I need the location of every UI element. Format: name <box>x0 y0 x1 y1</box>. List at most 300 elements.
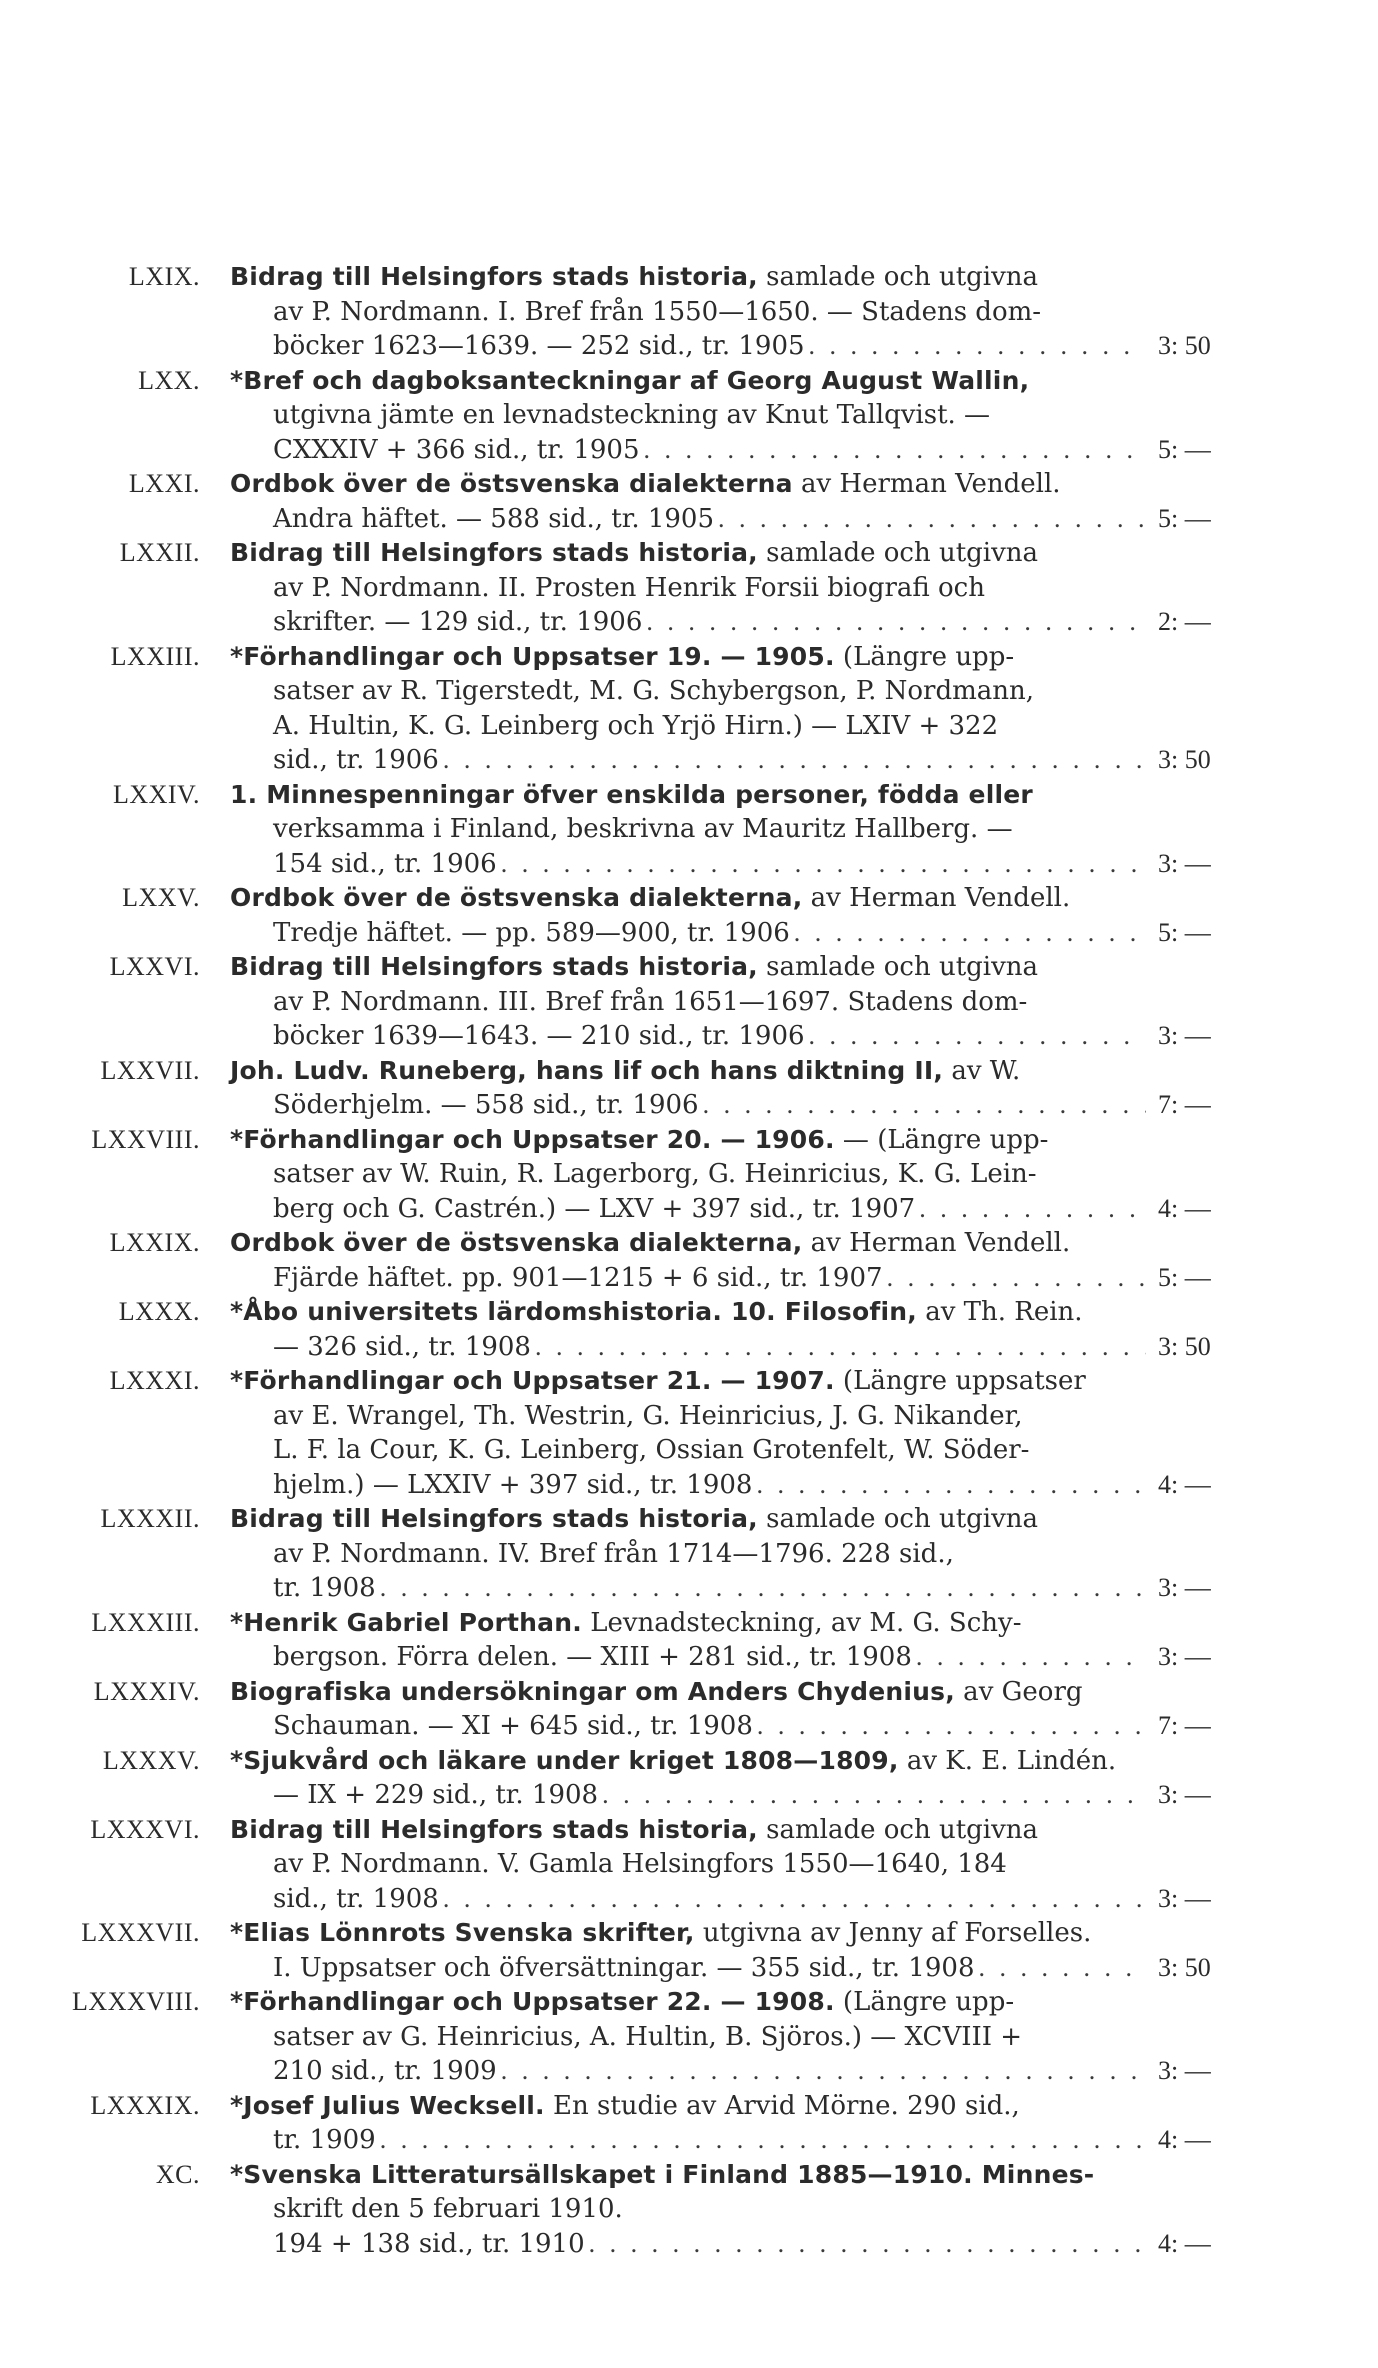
entry-price: 3: 50 <box>1158 1952 1211 1982</box>
entry-detail: Schauman. — XI + 645 sid., tr. 1908 <box>273 1711 753 1741</box>
entry-line <box>230 1778 1248 1813</box>
entry-line <box>230 1847 1248 1882</box>
entry-line <box>230 1813 1248 1848</box>
entry-title: Bidrag till Helsingfors stads historia, <box>230 952 758 981</box>
entry-line <box>230 1951 1248 1986</box>
entry-line-text <box>273 1468 752 1503</box>
entry-price: 4: — <box>1158 1469 1211 1499</box>
entry-detail: hjelm.) — LXXIV + 397 sid., tr. 1908 <box>273 1469 753 1500</box>
entry-line <box>230 398 1248 433</box>
entry-title: Bidrag till Helsingfors stads historia, <box>230 538 758 567</box>
entry-title: *Josef Julius Wecksell. <box>230 2090 545 2120</box>
entry-title-tail: — (Längre upp- <box>834 1124 1049 1155</box>
entry-line-text <box>230 1916 1091 1951</box>
entry-price: 3: — <box>1158 1573 1211 1602</box>
catalog-entry <box>0 1813 1378 1917</box>
entry-line-text <box>273 398 990 433</box>
entry-line-text <box>230 1295 1083 1330</box>
entry-number: LXXII. <box>119 538 200 567</box>
entry-line <box>230 1226 1248 1261</box>
entry-line <box>230 1675 1248 1710</box>
entry-line-text <box>230 881 1070 916</box>
entry-detail: av P. Nordmann. V. Gamla Helsingfors 1550—1640, 184 <box>273 1849 1007 1879</box>
entry-line <box>230 295 1248 330</box>
entry-line-text <box>230 950 1038 985</box>
entry-text <box>230 1054 1248 1123</box>
entry-line-text <box>273 2227 585 2262</box>
entry-price: 5: — <box>1158 503 1211 533</box>
entry-line <box>230 916 1248 951</box>
catalog-entry <box>0 1364 1378 1502</box>
leader-dots <box>376 1571 1146 1606</box>
entry-detail: tr. 1908 <box>273 1573 376 1603</box>
entry-detail: I. Uppsatser och öfversättningar. — 355 sid., tr. 1908 <box>273 1952 975 1983</box>
entry-text <box>230 1813 1248 1917</box>
entry-detail: Tredje häftet. — pp. 589—900, tr. 1906 <box>273 917 790 948</box>
leader-dots <box>752 1468 1146 1503</box>
entry-line-text <box>273 1882 439 1917</box>
entry-title-tail: av Herman Vendell. <box>802 883 1071 913</box>
entry-line-text <box>230 364 1029 399</box>
entry-detail: av P. Nordmann. II. Prosten Henrik Forsii biografi och <box>273 572 985 603</box>
entry-line-text <box>273 709 998 744</box>
entry-line <box>230 1364 1248 1399</box>
catalog-entry <box>0 1502 1378 1606</box>
entry-number: LXXIX. <box>109 1228 200 1257</box>
entry-title: Bidrag till Helsingfors stads historia, <box>230 1504 758 1533</box>
entry-title-tail: Levnadsteckning, av M. G. Schy- <box>581 1607 1022 1638</box>
entry-title-tail: av K. E. Lindén. <box>898 1745 1117 1776</box>
entry-line-text <box>273 847 497 882</box>
entry-line-text <box>273 2192 623 2227</box>
leader-dots <box>714 502 1146 537</box>
entry-line-text <box>230 778 1033 813</box>
entry-line-text <box>273 1192 915 1227</box>
catalog-entry <box>0 1123 1378 1227</box>
entry-line <box>230 1985 1248 2020</box>
entry-detail: 154 sid., tr. 1906 <box>273 848 497 879</box>
entry-line <box>230 1261 1248 1296</box>
entry-line <box>230 778 1248 813</box>
entry-line <box>230 433 1248 468</box>
entry-line-text <box>273 812 1013 847</box>
entry-text <box>230 1295 1248 1364</box>
entry-title: *Henrik Gabriel Porthan. <box>230 1607 582 1637</box>
entry-number: LXXIII. <box>110 641 200 671</box>
entry-number: LXXXIV. <box>93 1676 200 1706</box>
entry-text <box>230 1364 1248 1502</box>
entry-line <box>230 1088 1248 1123</box>
entry-line <box>230 985 1248 1020</box>
entry-price: 7: — <box>1158 1090 1211 1119</box>
entry-number: LXXXVIII. <box>72 1987 200 2016</box>
entry-title: *Sjukvård och läkare under kriget 1808—1809, <box>230 1745 899 1775</box>
entry-line-text <box>273 916 790 951</box>
entry-line <box>230 881 1248 916</box>
entry-detail: av E. Wrangel, Th. Westrin, G. Heinricius, J. G. Nikander, <box>273 1400 1023 1431</box>
entry-number: XC. <box>155 2159 200 2189</box>
entry-line <box>230 260 1248 295</box>
leader-dots <box>805 329 1146 364</box>
entry-line-text <box>230 1675 1083 1710</box>
leader-dots <box>640 433 1147 468</box>
entry-line <box>230 536 1248 571</box>
entry-price: 3: — <box>1158 1883 1211 1913</box>
leader-dots <box>805 1019 1146 1054</box>
entry-line <box>230 2123 1248 2158</box>
catalog-entry <box>0 364 1378 468</box>
entry-line <box>230 1709 1248 1744</box>
entry-number: LXXXIII. <box>91 1607 200 1637</box>
entry-price: 3: — <box>1158 848 1211 878</box>
entry-title-tail: samlade och utgivna <box>757 1814 1039 1845</box>
leader-dots <box>585 2227 1146 2262</box>
entry-price: 4: — <box>1158 1193 1211 1223</box>
entry-number: LXXVI. <box>109 952 200 981</box>
entry-line <box>230 571 1248 606</box>
entry-title-tail: av W. <box>943 1055 1021 1086</box>
entry-line <box>230 1502 1248 1537</box>
entry-line <box>230 1157 1248 1192</box>
entry-line <box>230 674 1248 709</box>
catalog-entry <box>0 1744 1378 1813</box>
entry-line <box>230 2192 1248 2227</box>
entry-detail: verksamma i Finland, <box>273 814 559 844</box>
entry-detail: CXXXIV + 366 sid., tr. 1905 <box>273 434 640 465</box>
entry-line-text <box>273 502 714 537</box>
entry-text <box>230 364 1248 468</box>
entry-title: Bidrag till Helsingfors stads historia, <box>230 262 758 291</box>
catalog-entry <box>0 1985 1378 2089</box>
entry-line <box>230 2054 1248 2089</box>
entry-line <box>230 1571 1248 1606</box>
entry-detail: bergson. Förra delen. — XIII + 281 sid., tr. 1908 <box>273 1642 912 1672</box>
entry-line <box>230 502 1248 537</box>
entry-number: LXXVIII. <box>91 1124 200 1154</box>
entry-line-text <box>230 1813 1038 1848</box>
entry-line-text <box>230 1226 1070 1261</box>
entry-title: *Åbo universitets lärdomshistoria. 10. Filosofin, <box>230 1297 917 1326</box>
leader-dots <box>531 1330 1146 1365</box>
leader-dots <box>439 1882 1146 1917</box>
entry-line-text <box>273 1778 598 1813</box>
entry-detail: Söderhjelm. — 558 sid., tr. 1906 <box>273 1090 699 1120</box>
entry-title-tail: samlade och utgivna <box>757 262 1039 292</box>
entry-title: *Förhandlingar och Uppsatser 21. — 1907. <box>230 1366 835 1395</box>
entry-detail: L. F. la Cour, K. G. Leinberg, Ossian Grotenfelt, W. Söder- <box>273 1435 1030 1465</box>
entry-detail: 194 + 138 sid., tr. 1910 <box>273 2228 585 2259</box>
entry-detail: tr. 1909 <box>273 2125 376 2155</box>
entry-line-text <box>273 2020 1022 2055</box>
entry-text <box>230 260 1248 364</box>
entry-line <box>230 2158 1248 2193</box>
entry-detail: sid., tr. 1908 <box>273 1883 439 1914</box>
entry-detail: böcker 1639—1643. — 210 sid., tr. 1906 <box>273 1021 805 1051</box>
entry-title-tail: utgivna av Jenny af Forselles. <box>694 1918 1092 1948</box>
entry-title-tail: samlade och utgivna <box>757 1504 1039 1534</box>
entry-price: 4: — <box>1158 2228 1211 2258</box>
entry-price: 4: — <box>1158 2125 1211 2154</box>
entry-detail: utgivna jämte en levnadsteckning av Knut Tallqvist. — <box>273 400 991 430</box>
entry-line <box>230 812 1248 847</box>
entry-line-text <box>273 571 985 606</box>
entry-number: LXXIV. <box>112 779 200 809</box>
leader-dots <box>883 1261 1146 1296</box>
entry-title-tail: (Längre uppsatser <box>834 1366 1086 1396</box>
entry-line <box>230 1916 1248 1951</box>
entry-title: *Elias Lönnrots Svenska skrifter, <box>230 1918 695 1947</box>
entry-line-text <box>273 1571 376 1606</box>
entry-price: 3: 50 <box>1158 331 1211 360</box>
entry-line <box>230 640 1248 675</box>
entry-detail: skrift den 5 februari 1910. <box>273 2194 623 2224</box>
entry-line <box>230 605 1248 640</box>
entry-title: Ordbok över de östsvenska dialekterna, <box>230 883 803 912</box>
entry-detail: satser av R. Tigerstedt, M. G. Schybergson, P. Nordmann, <box>273 676 1035 706</box>
entry-price: 5: — <box>1158 434 1211 464</box>
entry-line <box>230 1330 1248 1365</box>
entry-line-text <box>273 1330 531 1365</box>
entry-text <box>230 881 1248 950</box>
entry-line-text <box>273 1088 699 1123</box>
entry-detail: böcker 1623—1639. — 252 sid., tr. 1905 <box>273 331 805 361</box>
entry-line <box>230 1468 1248 1503</box>
entry-line <box>230 1019 1248 1054</box>
entry-line-text <box>273 1399 1022 1434</box>
entry-text <box>230 2089 1248 2158</box>
entry-text <box>230 950 1248 1054</box>
entry-line <box>230 743 1248 778</box>
entry-detail: av P. Nordmann. IV. Bref från 1714—1796. 228 sid., <box>273 1538 954 1569</box>
entry-line <box>230 329 1248 364</box>
catalog-entry <box>0 1675 1378 1744</box>
entry-line-text <box>230 1502 1038 1537</box>
catalog-entry <box>0 1226 1378 1295</box>
entry-line-text <box>273 329 805 364</box>
entry-line-text <box>273 1847 1007 1882</box>
entry-extra: beskrivna av Mauritz Hallberg. — <box>558 814 1013 844</box>
entry-line-text <box>273 433 640 468</box>
entry-detail: Andra häftet. — 588 sid., tr. 1905 <box>273 503 715 534</box>
entry-line-text <box>273 1951 974 1986</box>
entry-number: LXXI. <box>128 469 200 498</box>
entry-text <box>230 1226 1248 1295</box>
entry-line-text <box>273 1433 1029 1468</box>
entry-line-text <box>230 2158 1094 2193</box>
entry-detail: — IX + 229 sid., tr. 1908 <box>273 1780 599 1810</box>
entry-number: LXXXI. <box>109 1366 200 1395</box>
entry-line-text <box>273 1019 805 1054</box>
catalog-entry <box>0 467 1378 536</box>
entry-line-text <box>273 2123 376 2158</box>
entry-price: 7: — <box>1158 1711 1211 1740</box>
entry-line-text <box>273 1261 883 1296</box>
entry-line-text <box>273 674 1034 709</box>
entry-title-tail: samlade och utgivna <box>757 538 1039 568</box>
entry-line <box>230 709 1248 744</box>
entry-detail: Fjärde häftet. pp. 901—1215 + 6 sid., tr. 1907 <box>273 1262 883 1293</box>
entry-line-text <box>230 536 1038 571</box>
entry-number: LXXX. <box>118 1297 200 1326</box>
entry-text <box>230 640 1248 778</box>
entry-line-text <box>273 295 1041 330</box>
leader-dots <box>497 2054 1146 2089</box>
entry-price: 5: — <box>1158 1262 1211 1292</box>
entry-text <box>230 536 1248 640</box>
leader-dots <box>497 847 1146 882</box>
entry-line-text <box>230 2089 1020 2124</box>
entry-text <box>230 1502 1248 1606</box>
entry-title-tail: av Th. Rein. <box>916 1297 1083 1327</box>
entry-detail: sid., tr. 1906 <box>273 745 439 775</box>
leader-dots <box>974 1951 1146 1986</box>
entry-line <box>230 2089 1248 2124</box>
entry-number: LXXV. <box>122 883 200 912</box>
catalog-entry <box>0 2158 1378 2262</box>
entry-line-text <box>230 1123 1048 1158</box>
entry-line <box>230 1192 1248 1227</box>
entry-title-tail: samlade och utgivna <box>757 952 1039 982</box>
entry-number: LXXXV. <box>102 1745 200 1775</box>
entry-line-text <box>230 1364 1086 1399</box>
catalog-entry <box>0 778 1378 882</box>
leader-dots <box>915 1192 1146 1227</box>
entry-title: 1. Minnespenningar öfver enskilda personer, födda eller <box>230 779 1033 809</box>
entry-line <box>230 1640 1248 1675</box>
entry-title-tail: En studie av Arvid Mörne. 290 sid., <box>544 2090 1020 2121</box>
leader-dots <box>439 743 1146 778</box>
leader-dots <box>790 916 1146 951</box>
entry-title-tail: av Herman Vendell. <box>792 469 1061 499</box>
entry-title: *Förhandlingar och Uppsatser 22. — 1908. <box>230 1987 835 2016</box>
entry-line-text <box>230 467 1061 502</box>
entry-detail: 210 sid., tr. 1909 <box>273 2056 497 2086</box>
catalog-entry <box>0 536 1378 640</box>
entry-line <box>230 2020 1248 2055</box>
catalog-entry <box>0 1054 1378 1123</box>
catalog-entry <box>0 2089 1378 2158</box>
entry-line-text <box>273 1537 954 1572</box>
entry-number: LXXXII. <box>100 1504 200 1533</box>
entry-line <box>230 1054 1248 1089</box>
entry-price: 3: 50 <box>1158 745 1211 774</box>
leader-dots <box>699 1088 1146 1123</box>
entry-line <box>230 1537 1248 1572</box>
entry-line <box>230 1399 1248 1434</box>
entry-line <box>230 1433 1248 1468</box>
entry-line-text <box>230 1054 1020 1089</box>
catalog-entry <box>0 881 1378 950</box>
entry-title-tail: (Längre upp- <box>834 641 1015 672</box>
entry-title: Ordbok över de östsvenska dialekterna <box>230 469 793 498</box>
entry-text <box>230 467 1248 536</box>
entry-line <box>230 950 1248 985</box>
leader-dots <box>912 1640 1146 1675</box>
entry-price: 3: — <box>1158 1642 1211 1671</box>
leader-dots <box>642 605 1146 640</box>
leader-dots <box>753 1709 1146 1744</box>
entry-number: LXX. <box>138 365 200 395</box>
entry-line-text <box>230 1985 1014 2020</box>
entry-line <box>230 1295 1248 1330</box>
leader-dots <box>598 1778 1146 1813</box>
catalog-entry <box>0 950 1378 1054</box>
entry-price: 3: — <box>1158 1021 1211 1050</box>
entry-detail: av P. Nordmann. I. Bref från 1550—1650. — Stadens dom- <box>273 296 1042 327</box>
entry-line <box>230 467 1248 502</box>
entry-line-text <box>230 1744 1116 1779</box>
entry-text <box>230 1606 1248 1675</box>
entry-text <box>230 2158 1248 2262</box>
entry-title-tail: av Georg <box>954 1676 1083 1707</box>
entry-title: Biografiska undersökningar om Anders Chydenius, <box>230 1676 955 1706</box>
entry-line-text <box>273 743 439 778</box>
catalog-entry <box>0 1606 1378 1675</box>
entry-title: *Svenska Litteratursällskapet i Finland 1885—1910. Minnes- <box>230 2159 1095 2189</box>
entry-line-text <box>273 1709 753 1744</box>
leader-dots <box>376 2123 1146 2158</box>
entry-number: LXIX. <box>128 262 200 291</box>
entry-line <box>230 847 1248 882</box>
entry-line-text <box>230 1606 1021 1641</box>
entry-text <box>230 1985 1248 2089</box>
entry-detail: satser av G. Heinricius, A. Hultin, B. Sjöros.) — XCVIII + <box>273 2021 1023 2052</box>
catalog-entry <box>0 1916 1378 1985</box>
entry-detail: satser av W. Ruin, R. Lagerborg, G. Heinricius, K. G. Lein- <box>273 1159 1037 1189</box>
entry-title: Bidrag till Helsingfors stads historia, <box>230 1814 758 1844</box>
entry-title: Joh. Ludv. Runeberg, hans lif och hans diktning II, <box>230 1055 944 1085</box>
entry-price: 3: — <box>1158 1780 1211 1809</box>
entry-text <box>230 1744 1248 1813</box>
entry-title: *Förhandlingar och Uppsatser 20. — 1906. <box>230 1124 835 1154</box>
entry-line <box>230 1606 1248 1641</box>
entry-line <box>230 364 1248 399</box>
entry-line <box>230 1123 1248 1158</box>
entry-line-text <box>273 1157 1037 1192</box>
entry-price: 3: 50 <box>1158 1331 1211 1361</box>
entry-price: 3: — <box>1158 2056 1211 2085</box>
catalog-entry <box>0 1295 1378 1364</box>
entry-price: 5: — <box>1158 917 1211 947</box>
entry-price: 2: — <box>1158 607 1211 636</box>
entry-line-text <box>230 260 1038 295</box>
entry-detail: av P. Nordmann. III. Bref från 1651—1697. Stadens dom- <box>273 986 1028 1017</box>
entry-line-text <box>273 605 642 640</box>
entry-number: LXXVII. <box>100 1055 200 1085</box>
entry-line-text <box>273 985 1027 1020</box>
entry-title-tail: av Herman Vendell. <box>802 1228 1071 1258</box>
entry-title: Ordbok över de östsvenska dialekterna, <box>230 1228 803 1257</box>
publication-catalog <box>0 260 1378 2261</box>
entry-text <box>230 1123 1248 1227</box>
entry-detail: skrifter. — 129 sid., tr. 1906 <box>273 607 643 637</box>
entry-detail: berg och G. Castrén.) — LXV + 397 sid., tr. 1907 <box>273 1193 916 1224</box>
entry-line-text <box>230 640 1014 675</box>
entry-text <box>230 1675 1248 1744</box>
entry-line <box>230 1882 1248 1917</box>
entry-title-tail: (Längre upp- <box>834 1987 1015 2017</box>
entry-line <box>230 1744 1248 1779</box>
catalog-entry <box>0 640 1378 778</box>
entry-line-text <box>273 2054 497 2089</box>
entry-number: LXXXIX. <box>90 2090 200 2120</box>
entry-title: *Förhandlingar och Uppsatser 19. — 1905. <box>230 641 835 671</box>
entry-line-text <box>273 1640 912 1675</box>
entry-line <box>230 2227 1248 2262</box>
entry-detail: A. Hultin, K. G. Leinberg och Yrjö Hirn.) — LXIV + 322 <box>273 710 999 741</box>
entry-detail: — 326 sid., tr. 1908 <box>273 1331 531 1362</box>
catalog-entry <box>0 260 1378 364</box>
